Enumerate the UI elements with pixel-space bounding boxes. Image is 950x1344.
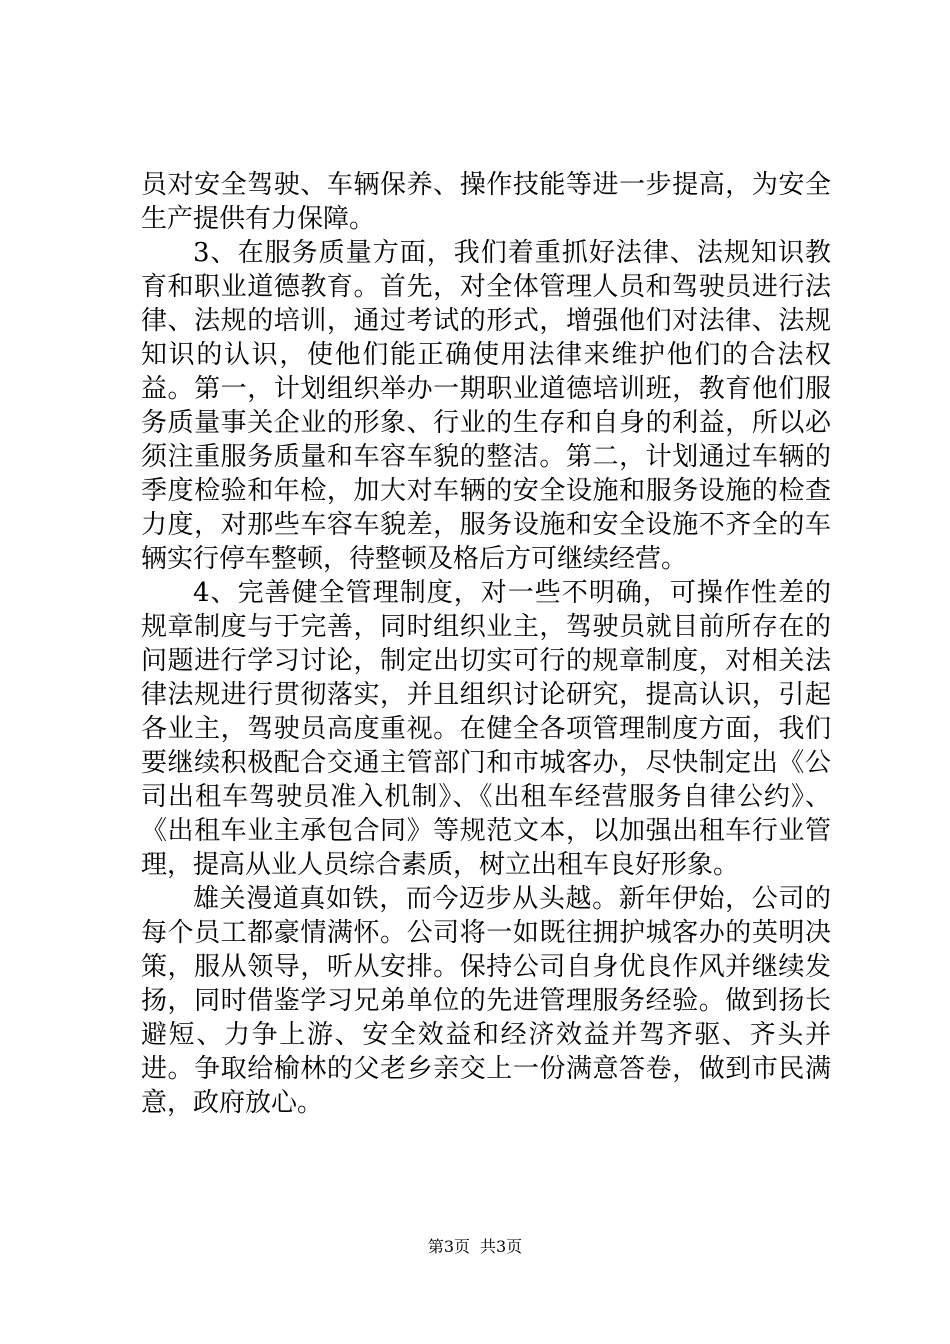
page-number-current: 第3页 xyxy=(427,1237,470,1256)
document-body xyxy=(141,168,831,1120)
paragraph-management-system: 4、完善健全管理制度，对一些不明确，可操作性差的规章制度与于完善，同时组织业主，驾驶员就目前所存在的问题进行学习讨论，制定出切实可行的规章制度，对相关法律法规进行贯彻落实，并且组织讨论研究，提高认识，引起各业主，驾驶员高度重视。在健全各项管理制度方面，我们要继续积极配合交通主管部门和市城客办，尽快制定出《公司出租车驾驶员准入机制》、《出租车经营服务自律公约》、《出租车业主承包合同》等规范文本，以加强出租车行业管理，提高从业人员综合素质，树立出租车良好形象。 xyxy=(141,578,831,880)
paragraph-continuation: 员对安全驾驶、车辆保养、操作技能等进一步提高，为安全生产提供有力保障。 xyxy=(141,170,831,234)
paragraph-service-quality: 3、在服务质量方面，我们着重抓好法律、法规知识教育和职业道德教育。首先，对全体管理人员和驾驶员进行法律、法规的培训，通过考试的形式，增强他们对法律、法规知识的认识，使他们能正确使用法律来维护他们的合法权益。第一，计划组织举办一期职业道德培训班，教育他们服务质量事关企业的形象、行业的生存和自身的利益，所以必须注重服务质量和车容车貌的整洁。第二，计划通过车辆的季度检验和年检，加大对车辆的安全设施和服务设施的检查力度，对那些车容车貌差，服务设施和安全设施不齐全的车辆实行停车整顿，待整顿及格后方可继续经营。 xyxy=(141,238,831,574)
page-footer xyxy=(0,1236,950,1258)
page-number-total: 共3页 xyxy=(480,1237,523,1256)
paragraph-closing: 雄关漫道真如铁，而今迈步从头越。新年伊始，公司的每个员工都豪情满怀。公司将一如既往拥护城客办的英明决策，服从领导，听从安排。保持公司自身优良作风并继续发扬，同时借鉴学习兄弟单位的先进管理服务经验。做到扬长避短、力争上游、安全效益和经济效益并驾齐驱、齐头并进。争取给榆林的父老乡亲交上一份满意答卷，做到市民满意，政府放心。 xyxy=(141,884,831,1118)
